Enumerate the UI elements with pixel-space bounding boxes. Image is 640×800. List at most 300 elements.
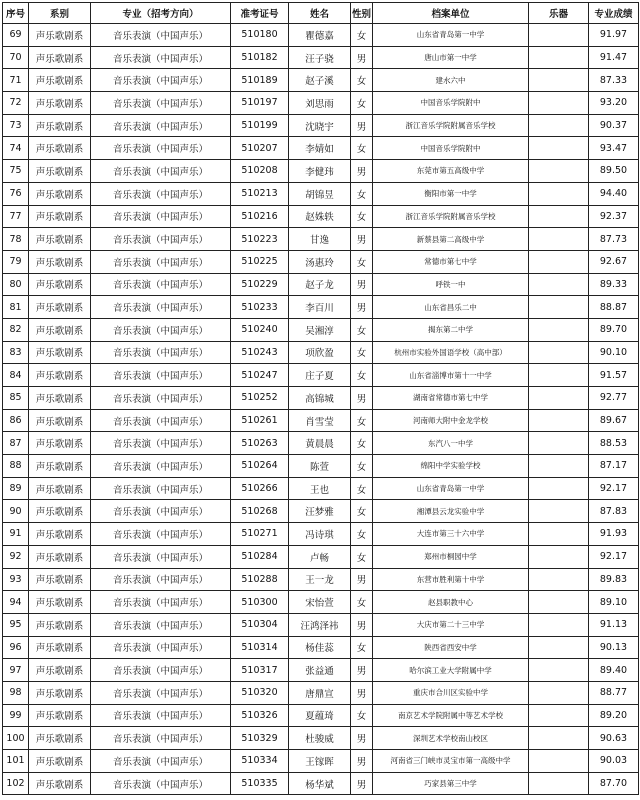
cell-gender: 男 xyxy=(351,160,373,183)
cell-exam-id: 510320 xyxy=(231,681,289,704)
cell-name: 王镓晖 xyxy=(289,750,351,773)
cell-instrument xyxy=(529,591,589,614)
cell-name: 汪鸿泽祎 xyxy=(289,613,351,636)
cell-name: 项欣盈 xyxy=(289,341,351,364)
cell-archive-unit: 大庆市第二十三中学 xyxy=(373,613,529,636)
cell-gender: 女 xyxy=(351,205,373,228)
cell-exam-id: 510240 xyxy=(231,318,289,341)
table-row xyxy=(3,681,639,704)
cell-index: 88 xyxy=(3,455,29,478)
table-row xyxy=(3,750,639,773)
cell-instrument xyxy=(529,432,589,455)
cell-index: 87 xyxy=(3,432,29,455)
table-row xyxy=(3,205,639,228)
cell-department: 声乐歌剧系 xyxy=(29,727,91,750)
cell-gender: 女 xyxy=(351,318,373,341)
header-cell-exam-id: 准考证号 xyxy=(231,3,289,24)
cell-score: 90.03 xyxy=(589,750,639,773)
cell-gender: 女 xyxy=(351,24,373,47)
cell-gender: 男 xyxy=(351,273,373,296)
cell-instrument xyxy=(529,772,589,795)
cell-index: 72 xyxy=(3,92,29,115)
cell-department: 声乐歌剧系 xyxy=(29,750,91,773)
cell-index: 69 xyxy=(3,24,29,47)
cell-major: 音乐表演（中国声乐） xyxy=(91,273,231,296)
cell-exam-id: 510261 xyxy=(231,409,289,432)
table-row xyxy=(3,432,639,455)
cell-index: 86 xyxy=(3,409,29,432)
cell-score: 89.20 xyxy=(589,704,639,727)
cell-instrument xyxy=(529,659,589,682)
cell-gender: 女 xyxy=(351,250,373,273)
cell-gender: 女 xyxy=(351,364,373,387)
cell-index: 98 xyxy=(3,681,29,704)
cell-name: 卢畅 xyxy=(289,545,351,568)
cell-index: 90 xyxy=(3,500,29,523)
header-cell-major: 专业（招考方向） xyxy=(91,3,231,24)
cell-gender: 男 xyxy=(351,228,373,251)
cell-score: 89.70 xyxy=(589,318,639,341)
cell-archive-unit: 湘潭县云龙实验中学 xyxy=(373,500,529,523)
cell-archive-unit: 东营市胜利第十中学 xyxy=(373,568,529,591)
cell-archive-unit: 深圳艺术学校南山校区 xyxy=(373,727,529,750)
cell-major: 音乐表演（中国声乐） xyxy=(91,160,231,183)
cell-instrument xyxy=(529,681,589,704)
cell-exam-id: 510213 xyxy=(231,182,289,205)
cell-score: 87.70 xyxy=(589,772,639,795)
cell-instrument xyxy=(529,296,589,319)
cell-department: 声乐歌剧系 xyxy=(29,704,91,727)
cell-archive-unit: 中国音乐学院附中 xyxy=(373,137,529,160)
cell-department: 声乐歌剧系 xyxy=(29,182,91,205)
cell-major: 音乐表演（中国声乐） xyxy=(91,727,231,750)
cell-archive-unit: 东汽八一中学 xyxy=(373,432,529,455)
cell-archive-unit: 揭东第二中学 xyxy=(373,318,529,341)
cell-department: 声乐歌剧系 xyxy=(29,341,91,364)
cell-index: 101 xyxy=(3,750,29,773)
cell-major: 音乐表演（中国声乐） xyxy=(91,750,231,773)
cell-index: 96 xyxy=(3,636,29,659)
cell-exam-id: 510335 xyxy=(231,772,289,795)
cell-index: 75 xyxy=(3,160,29,183)
cell-score: 90.63 xyxy=(589,727,639,750)
cell-department: 声乐歌剧系 xyxy=(29,591,91,614)
cell-department: 声乐歌剧系 xyxy=(29,228,91,251)
cell-name: 唐鼎宣 xyxy=(289,681,351,704)
cell-archive-unit: 衡阳市第一中学 xyxy=(373,182,529,205)
cell-major: 音乐表演（中国声乐） xyxy=(91,250,231,273)
cell-major: 音乐表演（中国声乐） xyxy=(91,114,231,137)
cell-name: 刘思雨 xyxy=(289,92,351,115)
cell-archive-unit: 新蔡县第二高级中学 xyxy=(373,228,529,251)
cell-instrument xyxy=(529,523,589,546)
table-row xyxy=(3,545,639,568)
cell-archive-unit: 浙江音乐学院附属音乐学校 xyxy=(373,205,529,228)
cell-instrument xyxy=(529,500,589,523)
admission-results-table xyxy=(2,2,639,795)
table-row xyxy=(3,568,639,591)
cell-index: 95 xyxy=(3,613,29,636)
cell-major: 音乐表演（中国声乐） xyxy=(91,24,231,47)
cell-instrument xyxy=(529,568,589,591)
table-row xyxy=(3,591,639,614)
cell-score: 87.73 xyxy=(589,228,639,251)
cell-score: 87.17 xyxy=(589,455,639,478)
cell-major: 音乐表演（中国声乐） xyxy=(91,296,231,319)
cell-exam-id: 510208 xyxy=(231,160,289,183)
table-row xyxy=(3,455,639,478)
cell-exam-id: 510329 xyxy=(231,727,289,750)
table-body xyxy=(3,24,639,795)
cell-name: 胡锦昱 xyxy=(289,182,351,205)
cell-exam-id: 510229 xyxy=(231,273,289,296)
cell-score: 89.10 xyxy=(589,591,639,614)
cell-index: 74 xyxy=(3,137,29,160)
cell-department: 声乐歌剧系 xyxy=(29,296,91,319)
cell-instrument xyxy=(529,318,589,341)
cell-instrument xyxy=(529,477,589,500)
cell-major: 音乐表演（中国声乐） xyxy=(91,341,231,364)
cell-name: 李健玮 xyxy=(289,160,351,183)
cell-department: 声乐歌剧系 xyxy=(29,250,91,273)
cell-name: 瞿德嘉 xyxy=(289,24,351,47)
cell-exam-id: 510284 xyxy=(231,545,289,568)
table-row xyxy=(3,273,639,296)
cell-instrument xyxy=(529,92,589,115)
cell-department: 声乐歌剧系 xyxy=(29,92,91,115)
cell-archive-unit: 山东省青岛第一中学 xyxy=(373,477,529,500)
cell-index: 89 xyxy=(3,477,29,500)
cell-instrument xyxy=(529,46,589,69)
table-row xyxy=(3,182,639,205)
cell-score: 91.57 xyxy=(589,364,639,387)
cell-instrument xyxy=(529,727,589,750)
table-row xyxy=(3,228,639,251)
cell-department: 声乐歌剧系 xyxy=(29,387,91,410)
table-row xyxy=(3,409,639,432)
header-cell-gender: 性别 xyxy=(351,3,373,24)
cell-department: 声乐歌剧系 xyxy=(29,318,91,341)
table-row xyxy=(3,296,639,319)
header-cell-score: 专业成绩 xyxy=(589,3,639,24)
cell-department: 声乐歌剧系 xyxy=(29,137,91,160)
cell-gender: 男 xyxy=(351,613,373,636)
cell-index: 79 xyxy=(3,250,29,273)
table-row xyxy=(3,500,639,523)
cell-index: 84 xyxy=(3,364,29,387)
cell-department: 声乐歌剧系 xyxy=(29,24,91,47)
cell-archive-unit: 哈尔滨工业大学附属中学 xyxy=(373,659,529,682)
cell-archive-unit: 南京艺术学院附属中等艺术学校 xyxy=(373,704,529,727)
cell-score: 89.40 xyxy=(589,659,639,682)
cell-exam-id: 510223 xyxy=(231,228,289,251)
cell-archive-unit: 赵县职教中心 xyxy=(373,591,529,614)
cell-score: 90.10 xyxy=(589,341,639,364)
cell-index: 94 xyxy=(3,591,29,614)
cell-name: 赵姝轶 xyxy=(289,205,351,228)
cell-exam-id: 510266 xyxy=(231,477,289,500)
cell-archive-unit: 中国音乐学院附中 xyxy=(373,92,529,115)
table-row xyxy=(3,114,639,137)
cell-score: 91.47 xyxy=(589,46,639,69)
cell-instrument xyxy=(529,114,589,137)
cell-archive-unit: 巧家县第三中学 xyxy=(373,772,529,795)
cell-archive-unit: 河南省三门峡市灵宝市第一高级中学 xyxy=(373,750,529,773)
cell-archive-unit: 建水六中 xyxy=(373,69,529,92)
cell-gender: 女 xyxy=(351,182,373,205)
cell-exam-id: 510247 xyxy=(231,364,289,387)
cell-score: 92.37 xyxy=(589,205,639,228)
cell-score: 87.83 xyxy=(589,500,639,523)
cell-name: 汪梦雅 xyxy=(289,500,351,523)
cell-department: 声乐歌剧系 xyxy=(29,545,91,568)
cell-gender: 男 xyxy=(351,681,373,704)
cell-exam-id: 510264 xyxy=(231,455,289,478)
cell-name: 沈晓宇 xyxy=(289,114,351,137)
cell-exam-id: 510189 xyxy=(231,69,289,92)
cell-major: 音乐表演（中国声乐） xyxy=(91,432,231,455)
cell-archive-unit: 陕西省西安中学 xyxy=(373,636,529,659)
cell-instrument xyxy=(529,613,589,636)
table-row xyxy=(3,24,639,47)
cell-archive-unit: 湖南省常德市第七中学 xyxy=(373,387,529,410)
cell-score: 92.67 xyxy=(589,250,639,273)
cell-department: 声乐歌剧系 xyxy=(29,500,91,523)
cell-major: 音乐表演（中国声乐） xyxy=(91,92,231,115)
cell-exam-id: 510271 xyxy=(231,523,289,546)
table-row xyxy=(3,727,639,750)
cell-index: 78 xyxy=(3,228,29,251)
cell-index: 80 xyxy=(3,273,29,296)
header-cell-archive-unit: 档案单位 xyxy=(373,3,529,24)
cell-instrument xyxy=(529,364,589,387)
cell-score: 92.17 xyxy=(589,477,639,500)
cell-score: 94.40 xyxy=(589,182,639,205)
cell-exam-id: 510326 xyxy=(231,704,289,727)
cell-index: 100 xyxy=(3,727,29,750)
cell-major: 音乐表演（中国声乐） xyxy=(91,46,231,69)
cell-exam-id: 510252 xyxy=(231,387,289,410)
cell-department: 声乐歌剧系 xyxy=(29,659,91,682)
cell-department: 声乐歌剧系 xyxy=(29,114,91,137)
cell-instrument xyxy=(529,409,589,432)
cell-index: 99 xyxy=(3,704,29,727)
cell-instrument xyxy=(529,545,589,568)
cell-instrument xyxy=(529,69,589,92)
cell-gender: 女 xyxy=(351,341,373,364)
cell-major: 音乐表演（中国声乐） xyxy=(91,568,231,591)
table-row xyxy=(3,341,639,364)
cell-major: 音乐表演（中国声乐） xyxy=(91,69,231,92)
cell-major: 音乐表演（中国声乐） xyxy=(91,387,231,410)
cell-department: 声乐歌剧系 xyxy=(29,273,91,296)
cell-exam-id: 510268 xyxy=(231,500,289,523)
cell-archive-unit: 郑州市桐园中学 xyxy=(373,545,529,568)
cell-gender: 女 xyxy=(351,500,373,523)
cell-major: 音乐表演（中国声乐） xyxy=(91,182,231,205)
cell-score: 88.87 xyxy=(589,296,639,319)
cell-gender: 女 xyxy=(351,92,373,115)
table-row xyxy=(3,523,639,546)
table-row xyxy=(3,477,639,500)
cell-gender: 女 xyxy=(351,704,373,727)
cell-exam-id: 510243 xyxy=(231,341,289,364)
cell-name: 肖雪莹 xyxy=(289,409,351,432)
cell-gender: 男 xyxy=(351,114,373,137)
cell-name: 王一龙 xyxy=(289,568,351,591)
table-row xyxy=(3,387,639,410)
header-cell-index: 序号 xyxy=(3,3,29,24)
cell-major: 音乐表演（中国声乐） xyxy=(91,364,231,387)
cell-archive-unit: 呼铁一中 xyxy=(373,273,529,296)
cell-score: 88.77 xyxy=(589,681,639,704)
cell-archive-unit: 浙江音乐学院附属音乐学校 xyxy=(373,114,529,137)
cell-name: 王也 xyxy=(289,477,351,500)
cell-archive-unit: 绵阳中学实验学校 xyxy=(373,455,529,478)
cell-name: 庄子夏 xyxy=(289,364,351,387)
cell-gender: 男 xyxy=(351,727,373,750)
cell-gender: 男 xyxy=(351,659,373,682)
cell-instrument xyxy=(529,636,589,659)
cell-gender: 女 xyxy=(351,591,373,614)
cell-instrument xyxy=(529,341,589,364)
table-row xyxy=(3,659,639,682)
cell-name: 吴湘淳 xyxy=(289,318,351,341)
cell-gender: 女 xyxy=(351,137,373,160)
cell-major: 音乐表演（中国声乐） xyxy=(91,137,231,160)
cell-exam-id: 510263 xyxy=(231,432,289,455)
table-row xyxy=(3,160,639,183)
cell-department: 声乐歌剧系 xyxy=(29,636,91,659)
cell-major: 音乐表演（中国声乐） xyxy=(91,500,231,523)
cell-exam-id: 510300 xyxy=(231,591,289,614)
cell-exam-id: 510180 xyxy=(231,24,289,47)
cell-instrument xyxy=(529,387,589,410)
cell-index: 77 xyxy=(3,205,29,228)
cell-score: 91.97 xyxy=(589,24,639,47)
cell-index: 93 xyxy=(3,568,29,591)
cell-exam-id: 510314 xyxy=(231,636,289,659)
cell-score: 90.37 xyxy=(589,114,639,137)
cell-department: 声乐歌剧系 xyxy=(29,455,91,478)
cell-gender: 男 xyxy=(351,568,373,591)
cell-name: 张益通 xyxy=(289,659,351,682)
cell-gender: 女 xyxy=(351,409,373,432)
cell-name: 李婧如 xyxy=(289,137,351,160)
table-row xyxy=(3,364,639,387)
cell-index: 91 xyxy=(3,523,29,546)
cell-gender: 女 xyxy=(351,432,373,455)
table-row xyxy=(3,137,639,160)
cell-index: 81 xyxy=(3,296,29,319)
cell-score: 87.33 xyxy=(589,69,639,92)
cell-instrument xyxy=(529,205,589,228)
cell-major: 音乐表演（中国声乐） xyxy=(91,455,231,478)
cell-score: 91.93 xyxy=(589,523,639,546)
cell-major: 音乐表演（中国声乐） xyxy=(91,477,231,500)
header-cell-instrument: 乐器 xyxy=(529,3,589,24)
cell-department: 声乐歌剧系 xyxy=(29,205,91,228)
cell-archive-unit: 山东省青岛第一中学 xyxy=(373,24,529,47)
table-row xyxy=(3,636,639,659)
cell-name: 夏蕴琦 xyxy=(289,704,351,727)
cell-archive-unit: 河南师大附中金龙学校 xyxy=(373,409,529,432)
cell-instrument xyxy=(529,273,589,296)
cell-department: 声乐歌剧系 xyxy=(29,46,91,69)
cell-exam-id: 510304 xyxy=(231,613,289,636)
cell-index: 70 xyxy=(3,46,29,69)
cell-exam-id: 510182 xyxy=(231,46,289,69)
cell-major: 音乐表演（中国声乐） xyxy=(91,205,231,228)
cell-name: 赵子龙 xyxy=(289,273,351,296)
cell-index: 76 xyxy=(3,182,29,205)
cell-gender: 男 xyxy=(351,46,373,69)
cell-index: 83 xyxy=(3,341,29,364)
cell-major: 音乐表演（中国声乐） xyxy=(91,318,231,341)
cell-instrument xyxy=(529,750,589,773)
cell-score: 92.17 xyxy=(589,545,639,568)
cell-score: 89.50 xyxy=(589,160,639,183)
cell-department: 声乐歌剧系 xyxy=(29,681,91,704)
table-row xyxy=(3,250,639,273)
cell-gender: 男 xyxy=(351,772,373,795)
cell-name: 杜骏威 xyxy=(289,727,351,750)
table-row xyxy=(3,46,639,69)
header-row xyxy=(3,3,639,24)
cell-index: 92 xyxy=(3,545,29,568)
cell-gender: 女 xyxy=(351,545,373,568)
cell-archive-unit: 大连市第三十六中学 xyxy=(373,523,529,546)
cell-instrument xyxy=(529,137,589,160)
cell-department: 声乐歌剧系 xyxy=(29,523,91,546)
cell-gender: 女 xyxy=(351,69,373,92)
cell-instrument xyxy=(529,250,589,273)
cell-name: 宋怡萱 xyxy=(289,591,351,614)
header-cell-department: 系别 xyxy=(29,3,91,24)
cell-name: 杨华斌 xyxy=(289,772,351,795)
cell-score: 89.33 xyxy=(589,273,639,296)
cell-major: 音乐表演（中国声乐） xyxy=(91,704,231,727)
cell-exam-id: 510288 xyxy=(231,568,289,591)
cell-archive-unit: 常德市第七中学 xyxy=(373,250,529,273)
cell-score: 93.47 xyxy=(589,137,639,160)
cell-exam-id: 510207 xyxy=(231,137,289,160)
cell-archive-unit: 唐山市第一中学 xyxy=(373,46,529,69)
cell-exam-id: 510216 xyxy=(231,205,289,228)
table-row xyxy=(3,704,639,727)
cell-instrument xyxy=(529,228,589,251)
cell-index: 71 xyxy=(3,69,29,92)
cell-archive-unit: 杭州市实验外国语学校（高中部） xyxy=(373,341,529,364)
cell-index: 73 xyxy=(3,114,29,137)
cell-major: 音乐表演（中国声乐） xyxy=(91,523,231,546)
cell-exam-id: 510199 xyxy=(231,114,289,137)
cell-index: 82 xyxy=(3,318,29,341)
cell-instrument xyxy=(529,182,589,205)
table-row xyxy=(3,772,639,795)
cell-exam-id: 510225 xyxy=(231,250,289,273)
cell-name: 李百川 xyxy=(289,296,351,319)
cell-score: 89.83 xyxy=(589,568,639,591)
table-row xyxy=(3,318,639,341)
cell-archive-unit: 重庆市合川区实验中学 xyxy=(373,681,529,704)
cell-department: 声乐歌剧系 xyxy=(29,477,91,500)
cell-instrument xyxy=(529,160,589,183)
cell-exam-id: 510197 xyxy=(231,92,289,115)
cell-department: 声乐歌剧系 xyxy=(29,160,91,183)
cell-gender: 女 xyxy=(351,455,373,478)
cell-major: 音乐表演（中国声乐） xyxy=(91,772,231,795)
